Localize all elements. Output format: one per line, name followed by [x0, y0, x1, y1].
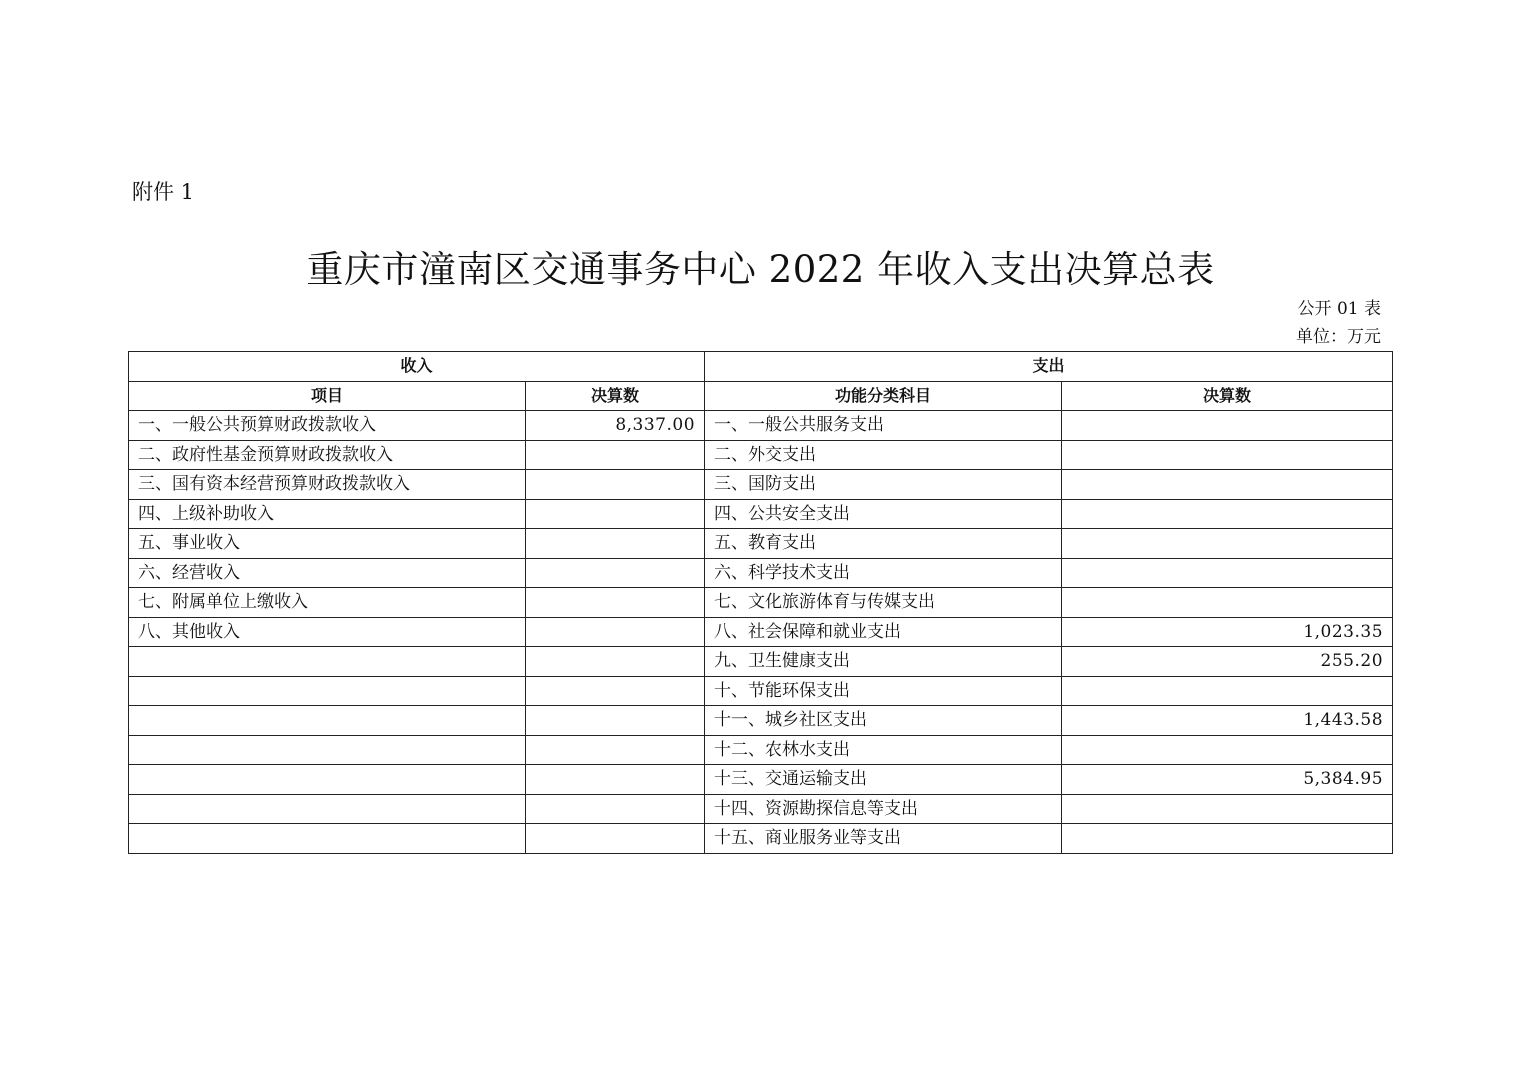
income-group-header: 收入: [129, 352, 705, 382]
expense-amount-cell: [1062, 735, 1393, 765]
table-row: [129, 529, 1393, 559]
budget-table: [128, 351, 1393, 854]
table-row: [129, 411, 1393, 441]
expense-item-cell: 十五、商业服务业等支出: [705, 824, 1062, 854]
income-item-cell: 二、政府性基金预算财政拨款收入: [129, 440, 526, 470]
expense-amount-cell: 255.20: [1062, 647, 1393, 677]
table-row: [129, 588, 1393, 618]
expense-amount-cell: [1062, 588, 1393, 618]
expense-item-cell: 八、社会保障和就业支出: [705, 617, 1062, 647]
income-amount-cell: [526, 499, 705, 529]
expense-item-cell: 十一、城乡社区支出: [705, 706, 1062, 736]
table-row: [129, 440, 1393, 470]
income-item-cell: [129, 676, 526, 706]
table-row: [129, 617, 1393, 647]
expense-item-cell: 五、教育支出: [705, 529, 1062, 559]
expense-item-cell: 十二、农林水支出: [705, 735, 1062, 765]
expense-amount-cell: [1062, 440, 1393, 470]
income-amount-cell: [526, 676, 705, 706]
income-item-cell: 六、经营收入: [129, 558, 526, 588]
income-item-cell: [129, 706, 526, 736]
income-item-cell: 八、其他收入: [129, 617, 526, 647]
expense-amount-header: 决算数: [1062, 381, 1393, 411]
income-item-cell: [129, 794, 526, 824]
income-item-cell: 七、附属单位上缴收入: [129, 588, 526, 618]
expense-amount-cell: [1062, 499, 1393, 529]
income-amount-cell: [526, 558, 705, 588]
page-title: 重庆市潼南区交通事务中心 2022 年收入支出决算总表: [306, 248, 1215, 291]
expense-item-cell: 十、节能环保支出: [705, 676, 1062, 706]
income-item-cell: [129, 735, 526, 765]
unit-label: 单位：万元: [1296, 327, 1381, 347]
expense-amount-cell: [1062, 558, 1393, 588]
income-amount-cell: [526, 765, 705, 795]
income-amount-cell: [526, 735, 705, 765]
income-item-cell: [129, 824, 526, 854]
expense-item-cell: 九、卫生健康支出: [705, 647, 1062, 677]
group-header-row: [129, 352, 1393, 382]
expense-item-cell: 三、国防支出: [705, 470, 1062, 500]
expense-item-cell: 十四、资源勘探信息等支出: [705, 794, 1062, 824]
expense-amount-cell: [1062, 470, 1393, 500]
expense-amount-cell: [1062, 529, 1393, 559]
income-item-cell: 一、一般公共预算财政拨款收入: [129, 411, 526, 441]
income-amount-cell: [526, 440, 705, 470]
income-amount-cell: [526, 794, 705, 824]
table-row: [129, 824, 1393, 854]
table-row: [129, 558, 1393, 588]
expense-amount-cell: [1062, 794, 1393, 824]
table-row: [129, 676, 1393, 706]
income-item-cell: 五、事业收入: [129, 529, 526, 559]
form-number: 公开 01 表: [1297, 299, 1381, 319]
table-row: [129, 470, 1393, 500]
income-item-cell: 三、国有资本经营预算财政拨款收入: [129, 470, 526, 500]
income-amount-cell: 8,337.00: [526, 411, 705, 441]
expense-group-header: 支出: [705, 352, 1393, 382]
income-amount-cell: [526, 588, 705, 618]
expense-item-cell: 十三、交通运输支出: [705, 765, 1062, 795]
expense-item-cell: 二、外交支出: [705, 440, 1062, 470]
income-item-cell: [129, 765, 526, 795]
income-amount-cell: [526, 824, 705, 854]
attachment-label: 附件 1: [132, 180, 195, 204]
income-amount-cell: [526, 706, 705, 736]
table-row: [129, 735, 1393, 765]
table-row: [129, 765, 1393, 795]
income-item-cell: [129, 647, 526, 677]
income-item-header: 项目: [129, 381, 526, 411]
expense-amount-cell: [1062, 411, 1393, 441]
table-row: [129, 647, 1393, 677]
expense-amount-cell: 1,023.35: [1062, 617, 1393, 647]
expense-amount-cell: [1062, 824, 1393, 854]
table-row: [129, 794, 1393, 824]
income-amount-header: 决算数: [526, 381, 705, 411]
expense-amount-cell: 5,384.95: [1062, 765, 1393, 795]
income-item-cell: 四、上级补助收入: [129, 499, 526, 529]
income-amount-cell: [526, 617, 705, 647]
expense-item-cell: 七、文化旅游体育与传媒支出: [705, 588, 1062, 618]
column-header-row: [129, 381, 1393, 411]
expense-item-cell: 六、科学技术支出: [705, 558, 1062, 588]
expense-item-cell: 四、公共安全支出: [705, 499, 1062, 529]
table-row: [129, 499, 1393, 529]
income-amount-cell: [526, 470, 705, 500]
table-row: [129, 706, 1393, 736]
expense-amount-cell: 1,443.58: [1062, 706, 1393, 736]
expense-item-header: 功能分类科目: [705, 381, 1062, 411]
income-amount-cell: [526, 529, 705, 559]
expense-amount-cell: [1062, 676, 1393, 706]
expense-item-cell: 一、一般公共服务支出: [705, 411, 1062, 441]
income-amount-cell: [526, 647, 705, 677]
